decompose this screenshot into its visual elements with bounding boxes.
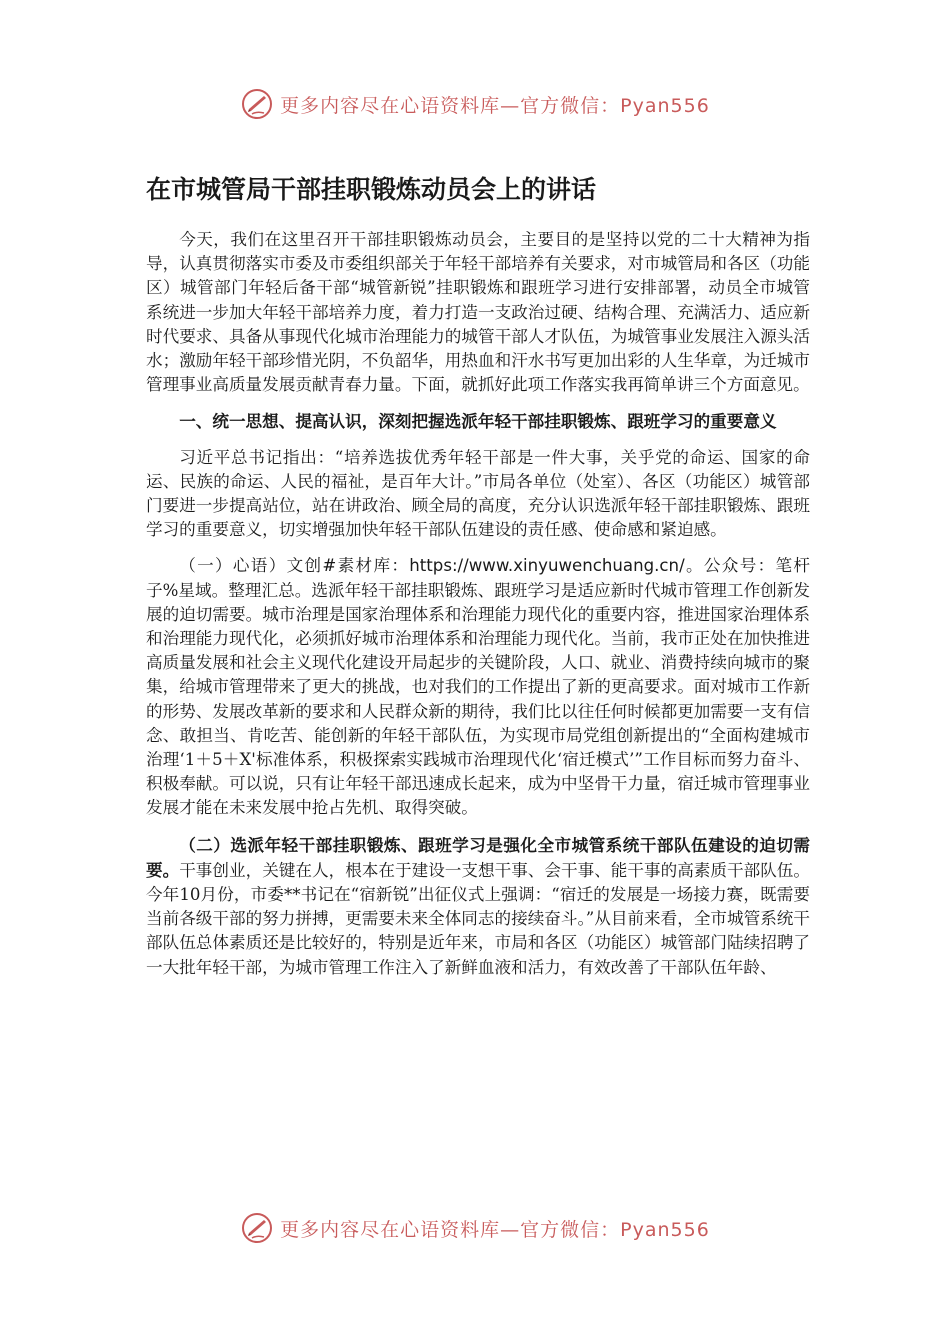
watermark-banner-top — [0, 84, 950, 124]
watermark-banner-bottom — [0, 1208, 950, 1248]
subsection-1-prefix: （一）心语）文创#素材库： — [179, 556, 410, 576]
watermark-text: 更多内容尽在心语资料库—官方微信：Pyan556 — [280, 94, 710, 117]
pen-and-book-icon — [240, 87, 274, 121]
watermark-text: 更多内容尽在心语资料库—官方微信：Pyan556 — [280, 1218, 710, 1241]
subsection-2-paragraph — [146, 833, 810, 980]
subsection-2-body: 干事创业，关键在人，根本在于建设一支想干事、会干事、能干事的高素质干部队伍。今年10月份，市委**书记在“宿新锐”出征仪式上强调：“宿迁的发展是一场接力赛，既需要当前各级干部的努力拼搏，更需要未来全体同志的接续奋斗。”从目前来看，全市城管系统干部队伍总体素质还是比较好的，特别是近年来，市局和各区（功能区）城管部门陆续招聘了一大批年轻干部，为城市管理工作注入了新鲜血液和活力，有效改善了干部队伍年龄、 — [146, 860, 811, 977]
document-body — [146, 170, 810, 992]
intro-paragraph: 今天，我们在这里召开干部挂职锻炼动员会，主要目的是坚持以党的二十大精神为指导，认真贯彻落实市委及市委组织部关于年轻干部培养有关要求，对市城管局和各区（功能区）城管部门年轻后备干部“城管新锐”挂职锻炼和跟班学习进行安排部署，动员全市城管系统进一步加大年轻干部培养力度，着力打造一支政治过硬、结构合理、充满活力、适应新时代要求、具备从事现代化城市治理能力的城管干部人才队伍，为城管事业发展注入源头活水；激励年轻干部珍惜光阴，不负韶华，用热血和汗水书写更加出彩的人生华章，为迁城市管理事业高质量发展贡献青春力量。下面，就抓好此项工作落实我再简单讲三个方面意见。 — [146, 230, 810, 395]
subsection-2-lead: （二）选派年轻干部挂职锻炼、跟班学习是强化全市城管系统干部队伍建设的迫切需要。 — [146, 834, 810, 880]
page-title: 在市城管局干部挂职锻炼动员会上的讲话 — [146, 175, 597, 204]
pen-and-book-icon — [240, 1211, 274, 1245]
section-1-heading: 一、统一思想、提高认识，深刻把握选派年轻干部挂职锻炼、跟班学习的重要意义 — [179, 411, 777, 432]
subsection-1-paragraph — [146, 554, 810, 820]
source-url: https://www.xinyuwenchuang.cn/ — [409, 556, 685, 576]
section-1-paragraph: 习近平总书记指出：“培养选拔优秀年轻干部是一件大事，关乎党的命运、国家的命运、民族的命运、人民的福祉，是百年大计。”市局各单位（处室）、各区（功能区）城管部门要进一步提高站位，站在讲政治、顾全局的高度，充分认识选派年轻干部挂职锻炼、跟班学习的重要意义，切实增强加快年轻干部队伍建设的责任感、使命感和紧迫感。 — [146, 447, 810, 540]
subsection-1-body: 。公众号：笔杆子%星域。整理汇总。选派年轻干部挂职锻炼、跟班学习是适应新时代城市管理工作创新发展的迫切需要。城市治理是国家治理体系和治理能力现代化的重要内容，推进国家治理体系和治理能力现代化，必须抓好城市治理体系和治理能力现代化。当前，我市正处在加快推进高质量发展和社会主义现代化建设开局起步的关键阶段，人口、就业、消费持续向城市的聚集，给城市管理带来了更大的挑战，也对我们的工作提出了新的更高要求。面对城市工作新的形势、发展改革新的要求和人民群众新的期待，我们比以往任何时候都更加需要一支有信念、敢担当、肯吃苦、能创新的年轻干部队伍，为实现市局党组创新提出的“全面构建城市治理‘1＋5＋X'标准体系，积极探索实践城市治理现代化‘宿迁模式’”工作目标而努力奋斗、积极奉献。可以说，只有让年轻干部迅速成长起来，成为中坚骨干力量，宿迁城市管理事业发展才能在未来发展中抢占先机、取得突破。 — [146, 556, 810, 818]
